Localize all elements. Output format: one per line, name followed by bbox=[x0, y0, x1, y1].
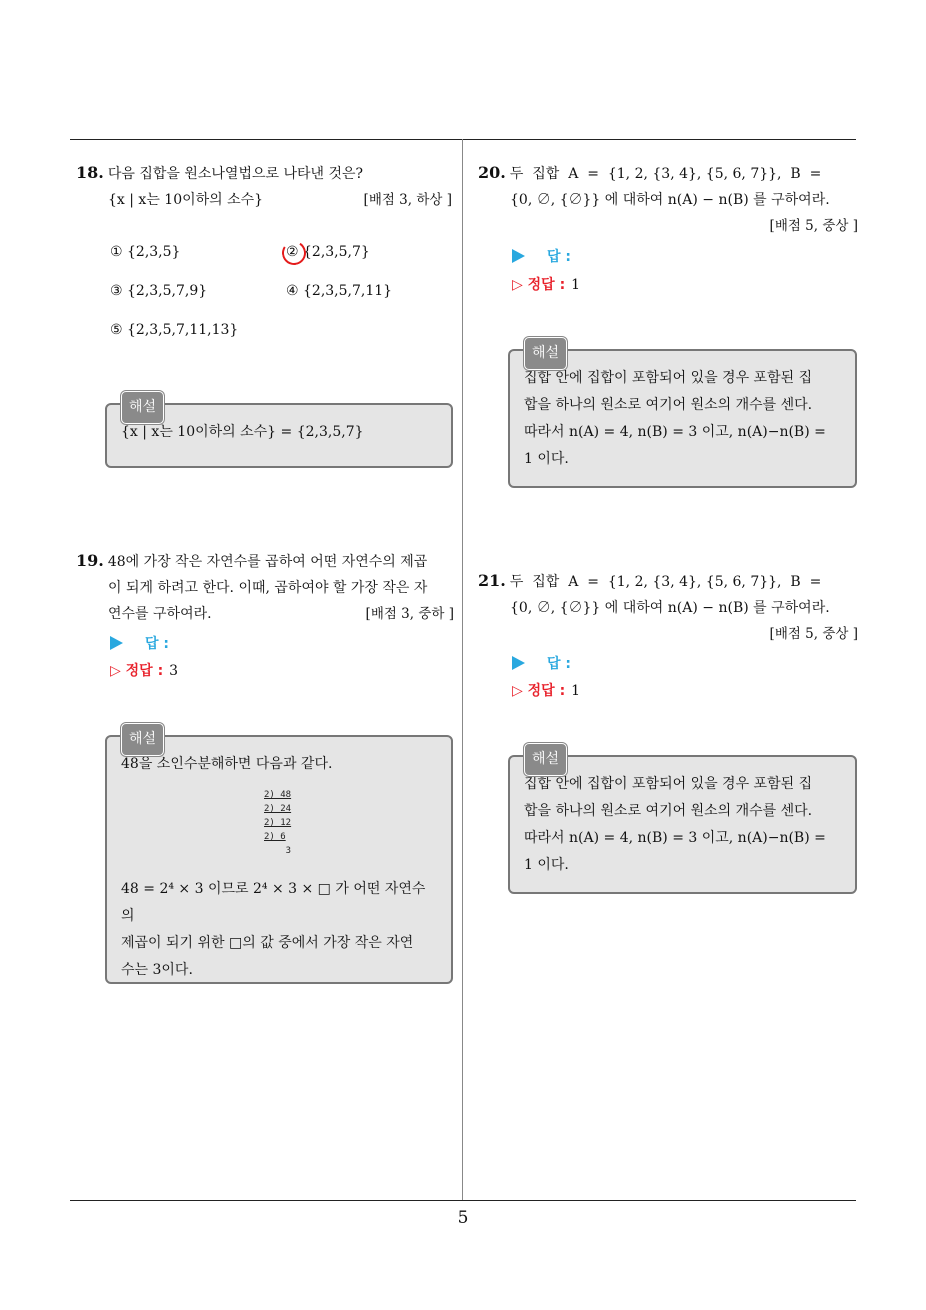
choice-4[interactable]: ④ {2,3,5,7,11} bbox=[286, 283, 393, 299]
answer-field-21[interactable] bbox=[512, 653, 571, 673]
correct-label: ▷ 정답 : bbox=[512, 683, 566, 699]
answer-label: 답 : bbox=[547, 249, 571, 265]
question-meta: [배점 3, 중하 ] bbox=[365, 606, 454, 622]
correct-value: 1 bbox=[571, 683, 581, 699]
question-20 bbox=[478, 160, 858, 239]
question-text-line-2: 이 되게 하려고 한다. 이때, 곱하여야 할 가장 작은 자 bbox=[108, 580, 428, 596]
answer-label: 답 : bbox=[547, 656, 571, 672]
play-triangle-icon bbox=[512, 656, 525, 670]
question-meta: [배점 3, 하상 ] bbox=[363, 192, 452, 208]
question-number: 19. bbox=[76, 551, 104, 570]
question-text-line-1: 두 집합 A = {1, 2, {3, 4}, {5, 6, 7}}, B = bbox=[509, 166, 822, 182]
explanation-line-4: 1 이다. bbox=[524, 451, 569, 467]
explanation-line-4: 1 이다. bbox=[524, 857, 569, 873]
question-text-line-1: 48에 가장 작은 자연수를 곱하여 어떤 자연수의 제곱 bbox=[107, 554, 428, 570]
explanation-line-3: 따라서 n(A) = 4, n(B) = 3 이고, n(A)−n(B) = bbox=[524, 424, 826, 440]
correct-answer-19 bbox=[110, 660, 178, 680]
choice-2-label: ② {2,3,5,7} bbox=[286, 244, 370, 260]
top-rule bbox=[70, 139, 856, 140]
explanation-line-1: 48 = 2⁴ × 3 이므로 2⁴ × 3 × □ 가 어떤 자연수의 bbox=[121, 881, 426, 924]
question-19 bbox=[76, 548, 454, 627]
explanation-line-3: 따라서 n(A) = 4, n(B) = 3 이고, n(A)−n(B) = bbox=[524, 830, 826, 846]
question-text-line-2: {0, ∅, {∅}} 에 대하여 n(A) − n(B) 를 구하여라. bbox=[510, 600, 830, 616]
question-text: 다음 집합을 원소나열법으로 나타낸 것은? bbox=[107, 166, 364, 182]
explanation-line-1: 집합 안에 집합이 포함되어 있을 경우 포함된 집 bbox=[524, 370, 813, 386]
explanation-line-2: 합을 하나의 원소로 여기어 원소의 개수를 센다. bbox=[524, 803, 813, 819]
question-number: 18. bbox=[76, 163, 104, 182]
answer-field-19[interactable] bbox=[110, 633, 169, 653]
question-21 bbox=[478, 568, 858, 647]
question-set: {x | x는 10이하의 소수} bbox=[108, 192, 264, 208]
explanation-box-19 bbox=[105, 731, 453, 984]
correct-value: 1 bbox=[571, 277, 581, 293]
question-number: 21. bbox=[478, 571, 506, 590]
correct-answer-20 bbox=[512, 274, 580, 294]
explanation-line-3: 수는 3이다. bbox=[121, 962, 193, 978]
choice-5[interactable]: ⑤ {2,3,5,7,11,13} bbox=[110, 322, 239, 338]
explanation-text: {x | x는 10이하의 소수} = {2,3,5,7} bbox=[121, 424, 364, 440]
explanation-tag: 해설 bbox=[121, 723, 164, 756]
question-text-line-1: 두 집합 A = {1, 2, {3, 4}, {5, 6, 7}}, B = bbox=[509, 574, 822, 590]
correct-label: ▷ 정답 : bbox=[110, 663, 164, 679]
explanation-box-18 bbox=[105, 399, 453, 468]
column-divider bbox=[462, 139, 463, 1201]
explanation-box-21 bbox=[508, 751, 857, 894]
bottom-rule bbox=[70, 1200, 856, 1201]
correct-value: 3 bbox=[169, 663, 179, 679]
explanation-tag: 해설 bbox=[524, 337, 567, 370]
choice-2[interactable] bbox=[286, 244, 370, 260]
factor-step: 3 bbox=[264, 846, 292, 856]
factor-step: 2) 24 bbox=[264, 804, 292, 814]
question-meta: [배점 5, 중상 ] bbox=[769, 218, 858, 234]
correct-label: ▷ 정답 : bbox=[512, 277, 566, 293]
explanation-intro: 48을 소인수분해하면 다음과 같다. bbox=[121, 756, 333, 772]
explanation-line-2: 합을 하나의 원소로 여기어 원소의 개수를 센다. bbox=[524, 397, 813, 413]
explanation-tag: 해설 bbox=[524, 743, 567, 776]
factor-step: 2) 12 bbox=[264, 818, 292, 828]
question-18 bbox=[76, 160, 452, 213]
question-text-line-2: {0, ∅, {∅}} 에 대하여 n(A) − n(B) 를 구하여라. bbox=[510, 192, 830, 208]
page-number: 5 bbox=[457, 1208, 469, 1228]
explanation-line-1: 집합 안에 집합이 포함되어 있을 경우 포함된 집 bbox=[524, 776, 813, 792]
choice-1[interactable]: ① {2,3,5} bbox=[110, 244, 181, 260]
factor-step: 2) 48 bbox=[264, 790, 292, 800]
explanation-line-2: 제곱이 되기 위한 □의 값 중에서 가장 작은 자연 bbox=[121, 935, 414, 951]
question-meta: [배점 5, 중상 ] bbox=[769, 626, 858, 642]
answer-field-20[interactable] bbox=[512, 246, 571, 266]
answer-label: 답 : bbox=[145, 636, 169, 652]
factor-step: 2) 6 bbox=[264, 832, 286, 842]
question-text-line-3: 연수를 구하여라. bbox=[108, 606, 212, 622]
play-triangle-icon bbox=[512, 249, 525, 263]
explanation-tag: 해설 bbox=[121, 391, 164, 424]
correct-answer-21 bbox=[512, 680, 580, 700]
choice-3[interactable]: ③ {2,3,5,7,9} bbox=[110, 283, 208, 299]
factorization-ladder bbox=[254, 788, 304, 858]
play-triangle-icon bbox=[110, 636, 123, 650]
question-number: 20. bbox=[478, 163, 506, 182]
explanation-box-20 bbox=[508, 345, 857, 488]
